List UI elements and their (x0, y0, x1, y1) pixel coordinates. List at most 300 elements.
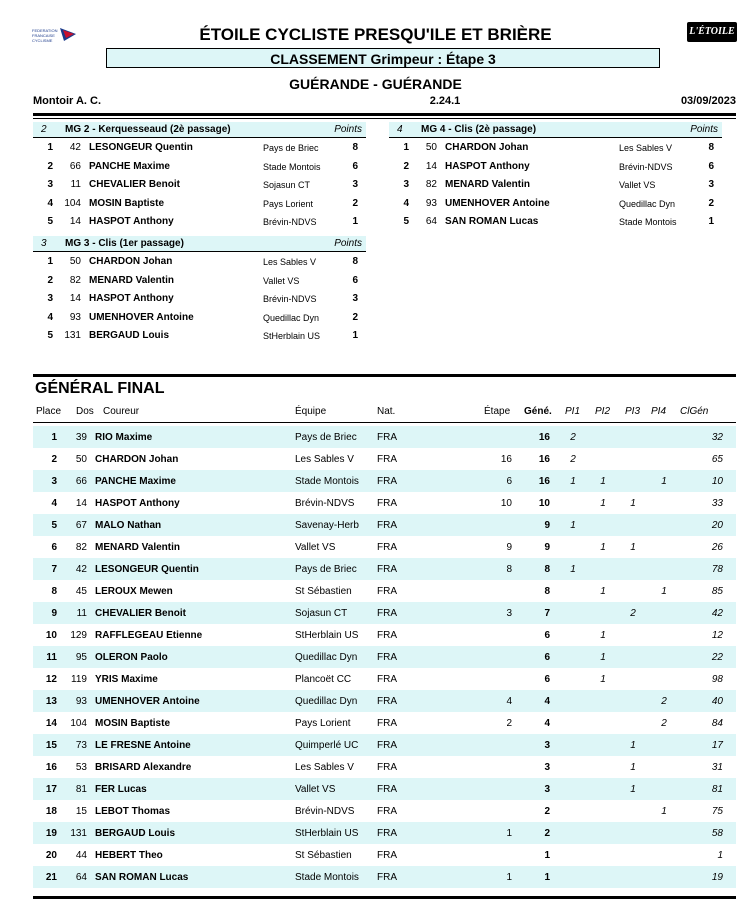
rank: 5 (47, 216, 53, 227)
bib-number: 119 (71, 674, 87, 685)
team-name: St Sébastien (295, 850, 352, 861)
pi3-value: 1 (630, 740, 636, 751)
general-rank: 32 (711, 432, 723, 443)
col-header-nat: Nat. (377, 406, 396, 417)
header-divider-thin (33, 118, 736, 119)
place: 11 (46, 652, 57, 663)
general-rank: 65 (711, 454, 723, 465)
place: 9 (51, 608, 57, 619)
nationality: FRA (377, 674, 397, 685)
mountain-stage-header (33, 122, 366, 138)
mountain-stage-number: 4 (397, 124, 403, 135)
rider-name: BERGAUD Louis (95, 828, 175, 839)
stage-route: GUÉRANDE - GUÉRANDE (289, 76, 462, 92)
place: 21 (45, 872, 57, 883)
team-name: Quedillac Dyn (295, 652, 358, 663)
team-name: StHerblain US (295, 630, 359, 641)
table-row (33, 734, 736, 756)
rider-name: MALO Nathan (95, 520, 162, 531)
team-name: Les Sables V (295, 762, 354, 773)
table-row (33, 558, 736, 580)
mountain-result-row (389, 138, 722, 157)
rider-name: LEBOT Thomas (95, 806, 171, 817)
team-name: Vallet VS (295, 784, 336, 795)
general-rank: 78 (711, 564, 723, 575)
bib-number: 104 (64, 197, 81, 209)
rider-name: CHARDON Johan (95, 454, 179, 465)
nationality: FRA (377, 608, 397, 619)
team-name: Quedillac Dyn (619, 198, 676, 209)
general-rank: 26 (711, 542, 723, 553)
bib-number: 131 (70, 828, 87, 839)
svg-text:FRANCAISE: FRANCAISE (32, 33, 55, 38)
place: 3 (51, 476, 57, 487)
points: 1 (352, 216, 358, 227)
rider-name: CHARDON Johan (445, 142, 529, 153)
col-header-dos: Dos (76, 406, 94, 417)
general-points: 1 (544, 872, 550, 883)
team-name: Vallet VS (619, 180, 656, 190)
place: 14 (45, 718, 57, 729)
rank: 2 (47, 160, 53, 172)
header-divider (33, 113, 736, 116)
team-name: St Sébastien (295, 586, 352, 597)
pi1-value: 2 (570, 432, 576, 443)
mountain-result-row (33, 138, 366, 157)
general-points: 16 (538, 454, 550, 465)
place: 12 (45, 674, 57, 685)
team-name: Stade Montois (295, 476, 359, 487)
rank: 4 (47, 197, 53, 209)
place: 10 (45, 630, 57, 641)
bib-number: 67 (75, 520, 87, 531)
team-name: Pays Lorient (295, 718, 351, 729)
bib-number: 129 (70, 630, 87, 641)
etoile-logo: L'ÉTOILE (687, 22, 737, 42)
place: 17 (45, 784, 57, 795)
general-points: 3 (544, 784, 550, 795)
rider-name: CHARDON Johan (89, 256, 173, 267)
team-name: Brévin-NDVS (619, 161, 673, 172)
nationality: FRA (377, 828, 397, 839)
points: 6 (352, 160, 358, 172)
points: 3 (352, 179, 358, 190)
stage-points: 1 (506, 828, 512, 839)
place: 4 (51, 498, 57, 509)
general-rank: 10 (711, 476, 723, 487)
team-name: Sojasun CT (295, 608, 348, 619)
nationality: FRA (377, 806, 397, 817)
general-rank: 58 (711, 828, 723, 839)
mountain-result-row (389, 194, 722, 213)
pi4-value: 1 (661, 586, 667, 597)
general-rank: 12 (711, 630, 723, 641)
table-row (33, 426, 736, 448)
general-points: 4 (544, 718, 550, 729)
nationality: FRA (377, 630, 397, 641)
team-name: Les Sables V (619, 143, 673, 153)
place: 5 (51, 520, 57, 531)
bib-number: 81 (75, 784, 87, 795)
bib-number: 15 (75, 806, 87, 817)
team-name: Stade Montois (619, 217, 677, 227)
team-name: Pays de Briec (263, 143, 319, 153)
stage-points: 8 (506, 564, 512, 575)
bib-number: 73 (75, 740, 87, 751)
general-points: 6 (544, 630, 550, 641)
mountain-stage-number: 2 (41, 124, 47, 135)
general-rank: 40 (711, 696, 723, 707)
general-points: 2 (544, 828, 550, 839)
rider-name: RIO Maxime (95, 432, 153, 443)
mountain-stage-name: MG 3 - Clis (1er passage) (65, 238, 184, 249)
rank: 1 (47, 256, 53, 267)
pi4-value: 1 (661, 806, 667, 817)
pi3-value: 1 (630, 498, 636, 509)
points: 6 (708, 160, 714, 172)
mountain-result-row (33, 175, 366, 194)
bib-number: 95 (75, 652, 87, 663)
nationality: FRA (377, 784, 397, 795)
general-rank: 17 (711, 740, 723, 751)
bib-number: 66 (69, 160, 81, 172)
pi2-value: 1 (600, 630, 606, 641)
rider-name: MENARD Valentin (445, 179, 531, 190)
bib-number: 11 (76, 608, 87, 619)
general-rank: 31 (711, 762, 723, 773)
col-header-pi2: PI2 (595, 406, 611, 417)
team-name: Savenay-Herb (295, 520, 359, 531)
stage-points: 3 (506, 608, 512, 619)
table-row (33, 668, 736, 690)
pi1-value: 1 (570, 520, 576, 531)
team-name: StHerblain US (295, 828, 359, 839)
mountain-stage-block (33, 122, 366, 231)
bib-number: 14 (425, 160, 437, 172)
bib-number: 64 (425, 216, 437, 227)
general-points: 3 (544, 740, 550, 751)
points: 6 (352, 274, 358, 286)
col-header-team: Équipe (295, 406, 327, 417)
rank: 3 (403, 179, 409, 190)
bib-number: 104 (70, 718, 87, 729)
place: 19 (45, 828, 57, 839)
place: 13 (45, 696, 57, 707)
col-header-rider: Coureur (103, 406, 140, 417)
nationality: FRA (377, 718, 397, 729)
general-points: 8 (544, 564, 550, 575)
bib-number: 14 (75, 498, 87, 509)
stage-points: 1 (506, 872, 512, 883)
table-row (33, 514, 736, 536)
stage-points: 6 (506, 476, 512, 487)
rider-name: BERGAUD Louis (89, 330, 169, 341)
general-points: 2 (544, 806, 550, 817)
rider-name: HEBERT Theo (95, 850, 163, 861)
general-divider (33, 374, 736, 377)
rider-name: RAFFLEGEAU Etienne (95, 630, 203, 641)
rider-name: LESONGEUR Quentin (89, 142, 193, 153)
organizer-club: Montoir A. C. (33, 95, 102, 107)
points-label: Points (690, 124, 718, 135)
general-points: 9 (544, 520, 550, 531)
nationality: FRA (377, 476, 397, 487)
pi3-value: 1 (630, 762, 636, 773)
rider-name: YRIS Maxime (95, 674, 158, 685)
bib-number: 82 (69, 274, 81, 286)
pi4-value: 2 (661, 696, 667, 707)
pi1-value: 1 (570, 564, 576, 575)
table-row (33, 690, 736, 712)
bib-number: 42 (75, 564, 87, 575)
bib-number: 93 (69, 311, 81, 323)
stage-points: 9 (506, 542, 512, 553)
place: 1 (51, 432, 57, 443)
bib-number: 53 (75, 762, 87, 773)
nationality: FRA (377, 498, 397, 509)
rank: 3 (47, 179, 53, 190)
col-header-pi4: PI4 (651, 406, 667, 417)
nationality: FRA (377, 762, 397, 773)
team-name: Stade Montois (263, 161, 321, 172)
place: 6 (51, 542, 57, 553)
mountain-result-row (33, 308, 366, 327)
rider-name: BRISARD Alexandre (95, 762, 192, 773)
nationality: FRA (377, 652, 397, 663)
team-name: Pays Lorient (263, 198, 314, 209)
general-points: 6 (544, 652, 550, 663)
team-name: Vallet VS (295, 542, 336, 553)
bib-number: 50 (75, 454, 87, 465)
rider-name: HASPOT Anthony (445, 160, 530, 172)
team-name: Quedillac Dyn (263, 312, 320, 323)
rider-name: HASPOT Anthony (95, 498, 180, 509)
mountain-result-row (33, 252, 366, 271)
mountain-stage-header (389, 122, 722, 138)
bib-number: 44 (75, 850, 87, 861)
rider-name: UMENHOVER Antoine (445, 197, 550, 209)
svg-text:CYCLISME: CYCLISME (32, 38, 53, 43)
bib-number: 93 (75, 696, 87, 707)
table-row (33, 866, 736, 888)
table-row (33, 844, 736, 866)
stage-points: 10 (500, 498, 512, 509)
mountain-result-row (33, 212, 366, 231)
table-row (33, 580, 736, 602)
footer-divider (33, 896, 736, 899)
place: 16 (45, 762, 57, 773)
rank: 5 (47, 330, 53, 341)
general-points: 6 (544, 674, 550, 685)
bib-number: 14 (69, 216, 81, 227)
mountain-result-row (389, 212, 722, 231)
mountain-stage-name: MG 2 - Kerquesseaud (2è passage) (65, 124, 231, 135)
points: 3 (708, 179, 714, 190)
pi2-value: 1 (600, 674, 606, 685)
col-header-pi3: PI3 (625, 406, 641, 417)
general-points: 4 (544, 696, 550, 707)
mountain-stage-block (389, 122, 722, 231)
rider-name: CHEVALIER Benoit (89, 179, 180, 190)
points: 8 (352, 142, 358, 153)
bib-number: 66 (75, 476, 87, 487)
points: 1 (708, 216, 714, 227)
general-rank: 75 (711, 806, 723, 817)
general-rank: 85 (711, 586, 723, 597)
mountain-result-row (33, 326, 366, 345)
points: 2 (708, 197, 714, 209)
mountain-stage-number: 3 (41, 238, 47, 249)
bib-number: 82 (75, 542, 87, 553)
bib-number: 11 (70, 179, 81, 190)
place: 20 (45, 850, 57, 861)
pi3-value: 2 (630, 608, 636, 619)
col-header-pi1: PI1 (565, 406, 581, 417)
table-row (33, 536, 736, 558)
points-label: Points (334, 238, 362, 249)
team-name: Pays de Briec (295, 432, 357, 443)
rank: 4 (403, 197, 409, 209)
software-version: 2.24.1 (429, 95, 461, 107)
rider-name: MOSIN Baptiste (95, 718, 171, 729)
bib-number: 131 (64, 330, 81, 341)
team-name: Brévin-NDVS (295, 806, 355, 817)
pi2-value: 1 (600, 652, 606, 663)
general-rank: 22 (711, 652, 723, 663)
rider-name: OLERON Paolo (95, 652, 168, 663)
pi3-value: 1 (630, 784, 636, 795)
col-header-place: Place (36, 406, 62, 417)
general-rank: 19 (711, 872, 723, 883)
team-name: Plancoët CC (295, 674, 352, 685)
bib-number: 50 (425, 142, 437, 153)
rider-name: MENARD Valentin (95, 542, 181, 553)
team-name: Quimperlé UC (295, 740, 359, 751)
rank: 2 (403, 160, 409, 172)
pi2-value: 1 (600, 476, 606, 487)
rider-name: FER Lucas (95, 784, 147, 795)
general-rank: 1 (717, 850, 723, 861)
rider-name: HASPOT Anthony (89, 293, 174, 304)
table-row (33, 778, 736, 800)
place: 8 (51, 586, 57, 597)
table-row (33, 822, 736, 844)
bib-number: 39 (75, 432, 87, 443)
general-points: 9 (544, 542, 550, 553)
rider-name: PANCHE Maxime (95, 476, 176, 487)
team-name: Les Sables V (295, 454, 354, 465)
pi2-value: 1 (600, 498, 606, 509)
general-points: 8 (544, 586, 550, 597)
nationality: FRA (377, 520, 397, 531)
points-label: Points (334, 124, 362, 135)
rider-name: UMENHOVER Antoine (89, 311, 194, 323)
table-row (33, 448, 736, 470)
pi4-value: 1 (661, 476, 667, 487)
mountain-stage-block (33, 236, 366, 345)
pi1-value: 1 (570, 476, 576, 487)
team-name: StHerblain US (263, 331, 321, 341)
rider-name: HASPOT Anthony (89, 216, 174, 227)
rank: 5 (403, 216, 409, 227)
stage-points: 16 (500, 454, 512, 465)
rider-name: CHEVALIER Benoit (95, 608, 186, 619)
general-points: 10 (538, 498, 550, 509)
table-row (33, 800, 736, 822)
team-name: Quedillac Dyn (295, 696, 358, 707)
bib-number: 45 (75, 586, 87, 597)
table-row (33, 492, 736, 514)
general-points: 1 (544, 850, 550, 861)
page-title: ÉTOILE CYCLISTE PRESQU'ILE ET BRIÈRE (199, 25, 552, 44)
points: 8 (352, 256, 358, 267)
race-date: 03/09/2023 (680, 95, 736, 107)
pi3-value: 1 (630, 542, 636, 553)
place: 15 (45, 740, 57, 751)
table-row (33, 756, 736, 778)
rank: 3 (47, 293, 53, 304)
stage-points: 2 (506, 718, 512, 729)
general-rank: 33 (711, 498, 723, 509)
general-rank: 98 (711, 674, 723, 685)
table-row (33, 602, 736, 624)
col-header-etape: Étape (484, 406, 511, 417)
team-name: Stade Montois (295, 872, 359, 883)
rider-name: LESONGEUR Quentin (95, 564, 199, 575)
general-table (33, 426, 736, 888)
team-name: Brévin-NDVS (263, 294, 317, 304)
place: 18 (45, 806, 57, 817)
general-rank: 20 (711, 520, 723, 531)
team-name: Sojasun CT (263, 180, 311, 190)
points: 8 (708, 142, 714, 153)
rank: 2 (47, 274, 53, 286)
col-header-clgen: ClGén (680, 406, 709, 417)
mountain-result-row (33, 271, 366, 290)
bib-number: 42 (69, 142, 81, 153)
rank: 4 (47, 311, 53, 323)
rider-name: LEROUX Mewen (95, 586, 173, 597)
rank: 1 (403, 142, 409, 153)
general-points: 16 (538, 432, 550, 443)
general-rank: 42 (711, 608, 723, 619)
pi2-value: 1 (600, 586, 606, 597)
mountain-result-row (389, 157, 722, 176)
pi1-value: 2 (570, 454, 576, 465)
mountain-stage-header (33, 236, 366, 252)
points: 2 (352, 197, 358, 209)
nationality: FRA (377, 564, 397, 575)
rider-name: LE FRESNE Antoine (95, 740, 191, 751)
mountain-result-row (33, 157, 366, 176)
general-points: 7 (544, 608, 550, 619)
nationality: FRA (377, 872, 397, 883)
stage-points: 4 (506, 696, 512, 707)
general-rank: 81 (711, 784, 723, 795)
nationality: FRA (377, 454, 397, 465)
rider-name: MENARD Valentin (89, 274, 175, 286)
rider-name: SAN ROMAN Lucas (445, 216, 539, 227)
bib-number: 14 (69, 293, 81, 304)
bib-number: 82 (425, 179, 437, 190)
pi2-value: 1 (600, 542, 606, 553)
mountain-result-row (33, 289, 366, 308)
pi4-value: 2 (661, 718, 667, 729)
general-rank: 84 (711, 718, 723, 729)
table-row (33, 646, 736, 668)
team-name: Les Sables V (263, 257, 317, 267)
bib-number: 64 (75, 872, 87, 883)
